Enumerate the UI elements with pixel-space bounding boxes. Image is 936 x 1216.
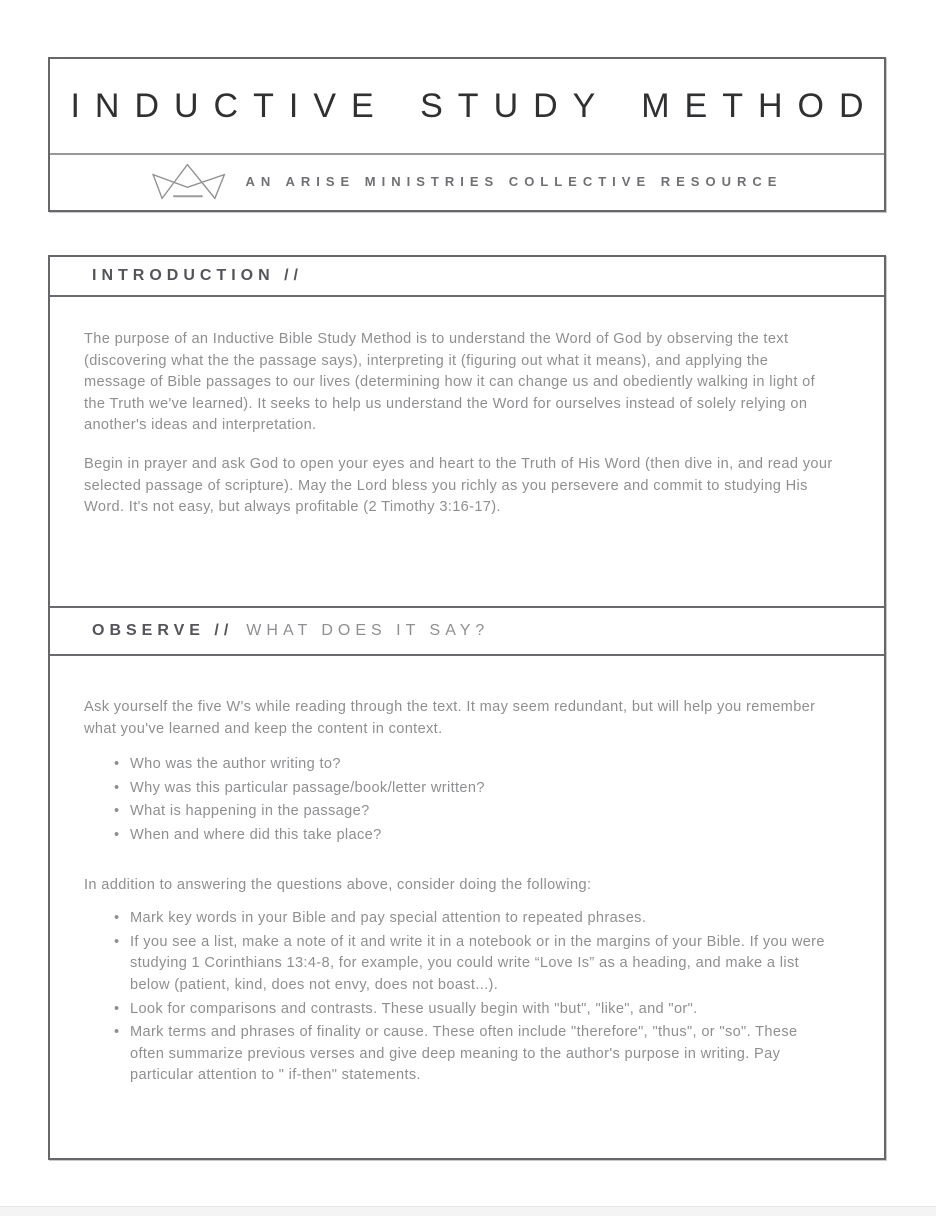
introduction-body	[50, 297, 884, 608]
tip-item: • Look for comparisons and contrasts. These usually begin with "but", "like", and "or".	[130, 999, 834, 1021]
observe-heading-subtitle: WHAT DOES IT SAY?	[246, 622, 490, 639]
observe-tips-list	[84, 908, 834, 1087]
brand-row	[50, 155, 884, 208]
header-card	[48, 57, 886, 212]
introduction-paragraph-2: Begin in prayer and ask God to open your eyes and heart to the Truth of His Word (then dive in, and read your selected passage of scripture). May the Lord bless you richly as you persevere and commit to studying His Word. It's not easy, but always profitable (2 Timothy 3:16-17).	[84, 455, 833, 516]
introduction-paragraph-1: The purpose of an Inductive Bible Study Method is to understand the Word of God by observing the text (discovering what the the passage says), interpreting it (figuring out what it means), and applying the message of Bible passages to our lives (determining how it can change us and obediently walking in light of the Truth we've learned). It seeks to help us understand the Word for ourselves instead of solely relying on another's ideas and interpretation.	[84, 331, 816, 434]
observe-lead-paragraph: Ask yourself the five W's while reading through the text. It may seem redundant, but will help you remember what you've learned and keep the content in context.	[84, 699, 816, 737]
crown-logo-icon	[152, 163, 226, 201]
document-title-row	[50, 59, 884, 155]
tip-item: • If you see a list, make a note of it and write it in a notebook or in the margins of your Bible. If you were studying 1 Corinthians 13:4-8, for example, you could write “Love Is” as a heading, and make a list below (patient, kind, does not envy, does not boast...).	[130, 932, 834, 997]
introduction-heading-row	[50, 257, 884, 297]
observe-follow-up-paragraph: In addition to answering the questions above, consider doing the following:	[84, 876, 592, 893]
observe-body	[50, 656, 884, 1087]
question-item: • Who was the author writing to?	[130, 754, 834, 776]
brand-subtitle: AN ARISE MINISTRIES COLLECTIVE RESOURCE	[245, 174, 783, 189]
question-item: • What is happening in the passage?	[130, 801, 834, 823]
document-title: INDUCTIVE STUDY METHOD	[70, 86, 879, 125]
bottom-gutter-bar	[0, 1206, 936, 1216]
tip-item: • Mark terms and phrases of finality or cause. These often include "therefore", "thus", or "so". These often summarize previous verses and give deep meaning to the author's purpose in writing. Pay particular attention to " if-then" statements.	[130, 1022, 834, 1087]
tip-item: • Mark key words in your Bible and pay special attention to repeated phrases.	[130, 908, 834, 930]
content-card	[48, 255, 886, 1160]
observe-heading-label: OBSERVE //	[92, 622, 234, 639]
observe-questions-list	[84, 754, 834, 846]
observe-heading-row	[50, 608, 884, 656]
introduction-heading-label: INTRODUCTION //	[92, 267, 303, 284]
question-item: • When and where did this take place?	[130, 825, 834, 847]
question-item: • Why was this particular passage/book/letter written?	[130, 778, 834, 800]
